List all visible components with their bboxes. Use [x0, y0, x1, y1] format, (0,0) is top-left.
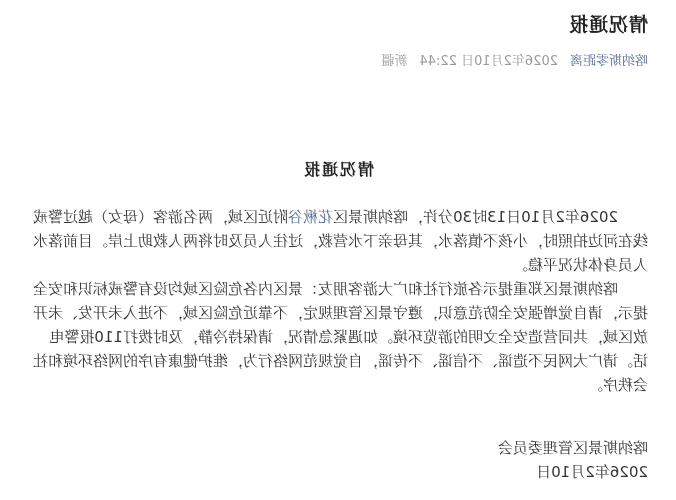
signature-organization: 喀纳斯景区管理委员会	[497, 439, 648, 457]
place-link[interactable]: 花楸谷	[288, 208, 334, 226]
article-meta	[381, 50, 648, 69]
paragraph-text: 附近区域，两名游客（母女）越过警戒线在河边拍照时，小孩不慎落水，其母亲下水营救，过往人员及时将两人救助上岸。目前落水人员身体状况平稳。	[32, 208, 648, 274]
article-title: 情况通报	[567, 14, 648, 36]
publish-time: 2026年2月10日 22:44	[419, 54, 558, 69]
signature-date: 2026年2月10日	[536, 463, 648, 481]
publish-region: 新疆	[381, 54, 408, 69]
paragraph-text: 2026年2月10日13时30分许，喀纳斯景区	[333, 208, 618, 226]
notice-title: 情况通报	[302, 160, 375, 179]
notice-paragraph-incident	[28, 205, 648, 277]
notice-body	[28, 205, 648, 397]
account-name-link[interactable]: 喀纳斯零距离	[569, 54, 648, 69]
notice-paragraph-reminder: 喀纳斯景区郑重提示各旅行社和广大游客朋友：景区内各危险区域均设有警戒标识和安全提示，请自觉增强安全防范意识，遵守景区管理规定，不靠近危险区域，不进入未开发、未开放区域，共同营造安全文明的游览环境。如遇紧急情况，请保持冷静，及时拨打110报警电话。请广大网民不造谣、不信谣、不传谣，自觉规范网络行为，维护健康有序的网络环境和社会秩序。	[32, 280, 648, 394]
